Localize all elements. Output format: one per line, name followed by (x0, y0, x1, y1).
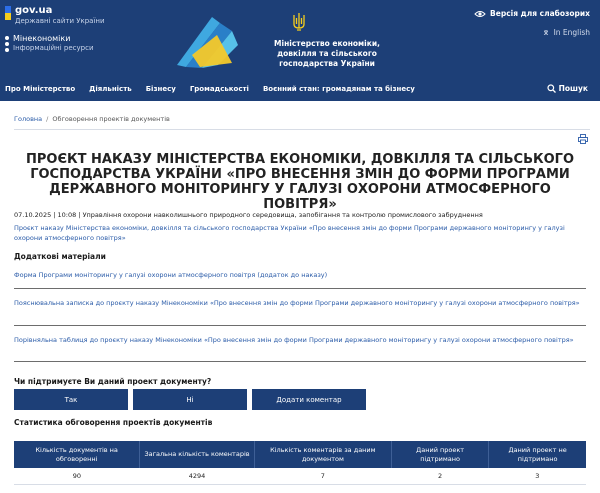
translate-icon (543, 29, 551, 37)
breadcrumb-home-link[interactable]: Головна (14, 115, 43, 123)
table-row (14, 468, 586, 484)
eye-icon (474, 10, 486, 18)
stat-document-comments: 7 (254, 468, 391, 484)
nav-item-public[interactable]: Громадськості (189, 85, 249, 93)
ministry-short-name: Мінекономіки (13, 34, 71, 43)
search-button[interactable] (547, 84, 588, 93)
gov-ua-link[interactable] (5, 5, 105, 26)
column-header: Кількість коментарів за даним документом (254, 441, 391, 468)
ukraine-flag-icon (5, 6, 11, 20)
stats-heading: Статистика обговорення проектів документів (14, 418, 213, 427)
ministry-resources-link[interactable] (5, 34, 94, 54)
ministry-resources-label: Інформаційні ресурси (13, 44, 94, 52)
stat-supported: 2 (391, 468, 488, 484)
material-link-comparison-table[interactable]: Порівняльна таблиця до проєкту наказу Мінекономіки «Про внесення змін до форми Програми державного моніторингу у галузі охорони атмосферного повітря» (14, 336, 574, 344)
search-label: Пошук (558, 84, 588, 93)
yes-button[interactable]: Так (14, 389, 128, 410)
nav-item-activity[interactable]: Діяльність (89, 85, 132, 93)
gov-ua-subtitle: Державні сайти України (15, 17, 105, 25)
accessibility-toggle[interactable] (474, 9, 590, 18)
menu-dots-icon (5, 36, 9, 54)
material-link-form[interactable]: Форма Програми моніторингу у галузі охорони атмосферного повітря (додаток до наказу) (14, 271, 328, 279)
ministry-full-name: Міністерство економіки, довкілля та сільського господарства України (274, 39, 380, 68)
document-meta: 07.10.2025 | 10:08 | Управління охорони навколишнього природного середовища, запобігання та контролю промислового забруднення (14, 211, 483, 219)
material-link-explanatory-note[interactable]: Пояснювальна записка до проєкту наказу Мінекономіки «Про внесення змін до форми Програми державного моніторингу у галузі охорони атмосферного повітря» (14, 299, 580, 307)
ministry-logo-graphic[interactable] (172, 15, 242, 70)
print-icon[interactable] (578, 134, 588, 144)
table-header-row (14, 441, 586, 468)
accessibility-label: Версія для слабозорих (490, 9, 590, 18)
poll-question: Чи підтримуєте Ви даний проект документу? (14, 377, 212, 386)
column-header: Даний проект підтримано (391, 441, 488, 468)
main-document-link[interactable]: Проєкт наказу Міністерства економіки, довкілля та сільського господарства України «Про внесення змін до форми Програми державного моніторингу у галузі охорони атмосферного повітря» (14, 224, 565, 242)
breadcrumb (14, 115, 170, 123)
language-switch[interactable] (543, 28, 590, 37)
column-header: Загальна кількість коментарів (140, 441, 254, 468)
no-button[interactable]: Ні (133, 389, 247, 410)
nav-item-about[interactable]: Про Міністерство (5, 85, 76, 93)
search-icon (547, 84, 556, 93)
main-navigation (5, 85, 429, 93)
gov-ua-title: gov.ua (15, 5, 53, 16)
page-title: ПРОЄКТ НАКАЗУ МІНІСТЕРСТВА ЕКОНОМІКИ, ДОВКІЛЛЯ ТА СІЛЬСЬКОГО ГОСПОДАРСТВА УКРАЇНИ «ПРО ВНЕСЕННЯ ЗМІН ДО ФОРМИ ПРОГРАМИ ДЕРЖАВНОГО МОНІТОРИНГУ У ГАЛУЗІ ОХОРОНИ АТМОСФЕРНОГО ПОВІТРЯ» (25, 152, 574, 212)
column-header: Даний проект не підтримано (489, 441, 586, 468)
stat-total-comments: 4294 (140, 468, 254, 484)
stats-table (14, 441, 586, 485)
nav-item-business[interactable]: Бізнесу (145, 85, 176, 93)
stat-documents-count: 90 (14, 468, 140, 484)
nav-item-martial-law[interactable]: Воєнний стан: громадянам та бізнесу (262, 85, 415, 93)
material-divider (14, 361, 586, 362)
breadcrumb-separator: / (46, 115, 49, 123)
materials-heading: Додаткові матеріали (14, 252, 106, 261)
material-divider (14, 288, 586, 289)
breadcrumb-divider (14, 129, 590, 130)
column-header: Кількість документів на обговоренні (14, 441, 140, 468)
material-divider (14, 325, 586, 326)
coat-of-arms-icon (292, 12, 306, 32)
add-comment-button[interactable]: Додати коментар (252, 389, 366, 410)
site-header (0, 0, 600, 101)
stat-not-supported: 3 (489, 468, 586, 484)
language-label: In English (553, 28, 590, 37)
breadcrumb-current: Обговорення проектів документів (52, 115, 170, 123)
